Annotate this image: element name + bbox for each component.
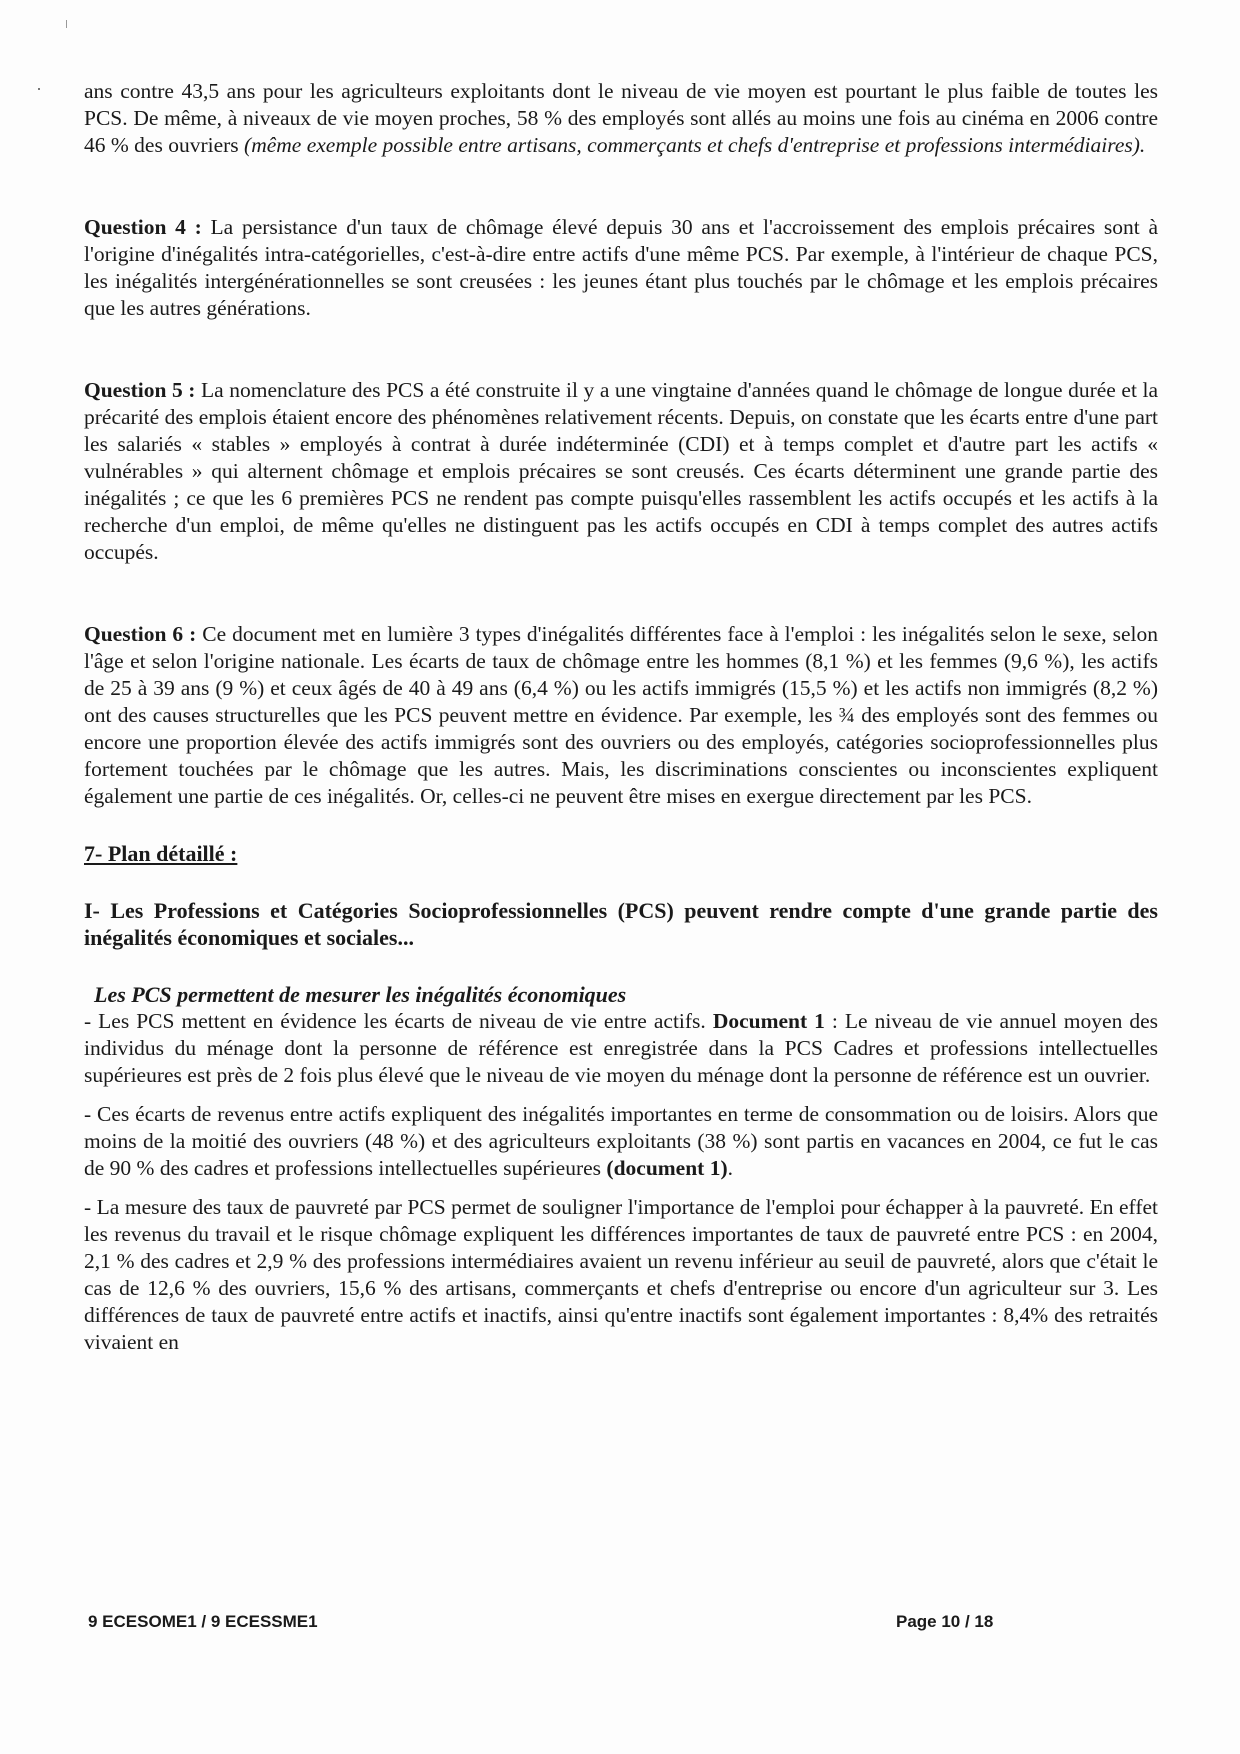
plan-paragraph-1: [84, 1008, 1158, 1089]
document-1-ref: Document 1: [712, 1009, 825, 1033]
plan-paragraph-1-text-b: : Le niveau de vie annuel moyen des individus du ménage dont la personne de référence est enregistrée dans la PCS Cadres et professions intellectuelles supérieures est près de 2 fois plus élevé que le niveau de vie moyen du ménage dont la personne de référence est un ouvrier.: [84, 1009, 1158, 1087]
question-6-text: Ce document met en lumière 3 types d'inégalités différentes face à l'emploi : les inégalités selon le sexe, selon l'âge et selon l'origine nationale. Les écarts de taux de chômage entre les hommes (8,1 %) et les femmes (9,6 %), les actifs de 25 à 39 ans (9 %) et ceux âgés de 40 à 49 ans (6,4 %) ou les actifs immigrés (15,5 %) et les actifs non immigrés (8,2 %) ont des causes structurelles que les PCS peuvent mettre en évidence. Par exemple, les ¾ des employés sont des femmes ou encore une proportion élevée des actifs immigrés sont des ouvriers ou des employés, catégories socioprofessionnelles plus fortement touchées par le chômage que les autres. Mais, les discriminations conscientes ou inconscientes expliquent également une partie de ces inégalités. Or, celles-ci ne peuvent être mises en exergue directement par les PCS.: [84, 622, 1158, 808]
page-content: [84, 78, 1158, 1356]
question-6-paragraph: [84, 621, 1158, 810]
intro-paragraph: [84, 78, 1158, 159]
scan-mark: [66, 20, 67, 28]
page-number: Page 10 / 18: [896, 1612, 994, 1631]
subsection-a-title: Les PCS permettent de mesurer les inégalités économiques: [94, 982, 627, 1007]
question-5-label: Question 5 :: [84, 378, 196, 402]
plan-title: 7- Plan détaillé :: [84, 841, 238, 866]
question-5-paragraph: [84, 377, 1158, 566]
intro-italic: (même exemple possible entre artisans, commerçants et chefs d'entreprise et professions intermédiaires).: [244, 133, 1146, 157]
document-1-ref-2: (document 1): [606, 1156, 728, 1180]
part-1-title: I- Les Professions et Catégories Socioprofessionnelles (PCS) peuvent rendre compte d'une grande partie des inégalités économiques et sociales...: [84, 898, 1158, 950]
question-6-label: Question 6 :: [84, 622, 197, 646]
plan-paragraph-1-text-a: - Les PCS mettent en évidence les écarts de niveau de vie entre actifs.: [84, 1009, 713, 1033]
scan-dot: [38, 88, 40, 90]
plan-paragraph-2-text-a: - Ces écarts de revenus entre actifs expliquent des inégalités importantes en terme de consommation ou de loisirs. Alors que moins de la moitié des ouvriers (48 %) et des agriculteurs exploitants (38 %) sont partis en vacances en 2004, ce fut le cas de 90 % des cadres et professions intellectuelles supérieures: [84, 1102, 1158, 1180]
plan-paragraph-2: [84, 1101, 1158, 1182]
question-4-paragraph: [84, 214, 1158, 322]
question-5-text: La nomenclature des PCS a été construite il y a une vingtaine d'années quand le chômage de longue durée et la précarité des emplois étaient encore des phénomènes relativement récents. Depuis, on constate que les écarts entre d'une part les salariés « stables » employés à contrat à durée indéterminée (CDI) et à temps complet et d'autre part les actifs « vulnérables » qui alternent chômage et emplois précaires se sont creusés. Ces écarts déterminent une grande partie des inégalités ; ce que les 6 premières PCS ne rendent pas compte puisqu'elles rassemblent les actifs occupés et les actifs à la recherche d'un emploi, de même qu'elles ne distinguent pas les actifs occupés en CDI à temps complet des autres actifs occupés.: [84, 378, 1158, 564]
question-4-label: Question 4 :: [84, 215, 202, 239]
exam-code: 9 ECESOME1 / 9 ECESSME1: [88, 1612, 318, 1631]
plan-paragraph-3: - La mesure des taux de pauvreté par PCS permet de souligner l'importance de l'emploi pour échapper à la pauvreté. En effet les revenus du travail et le risque chômage expliquent les différences importantes de taux de pauvreté entre PCS : en 2004, 2,1 % des cadres et 2,9 % des professions intermédiaires avaient un revenu inférieur au seuil de pauvreté, alors que c'était le cas de 12,6 % des ouvriers, 15,6 % des artisans, commerçants et chefs d'entreprise ou encore d'un agriculteur sur 3. Les différences de taux de pauvreté entre actifs et inactifs, ainsi qu'entre inactifs sont également importantes : 8,4% des retraités vivaient en: [84, 1195, 1158, 1354]
plan-paragraph-2-text-b: .: [727, 1156, 734, 1180]
intro-text: ans contre 43,5 ans pour les agriculteurs exploitants dont le niveau de vie moyen est pourtant le plus faible de toutes les PCS. De même, à niveaux de vie moyen proches, 58 % des employés sont allés au moins une fois au cinéma en 2006 contre 46 % des ouvriers: [84, 79, 1158, 157]
question-4-text: La persistance d'un taux de chômage élevé depuis 30 ans et l'accroissement des emplois précaires sont à l'origine d'inégalités intra-catégorielles, c'est-à-dire entre actifs d'une même PCS. Par exemple, à l'intérieur de chaque PCS, les inégalités intergénérationnelles se sont creusées : les jeunes étant plus touchés par le chômage et les emplois précaires que les autres générations.: [84, 215, 1158, 320]
